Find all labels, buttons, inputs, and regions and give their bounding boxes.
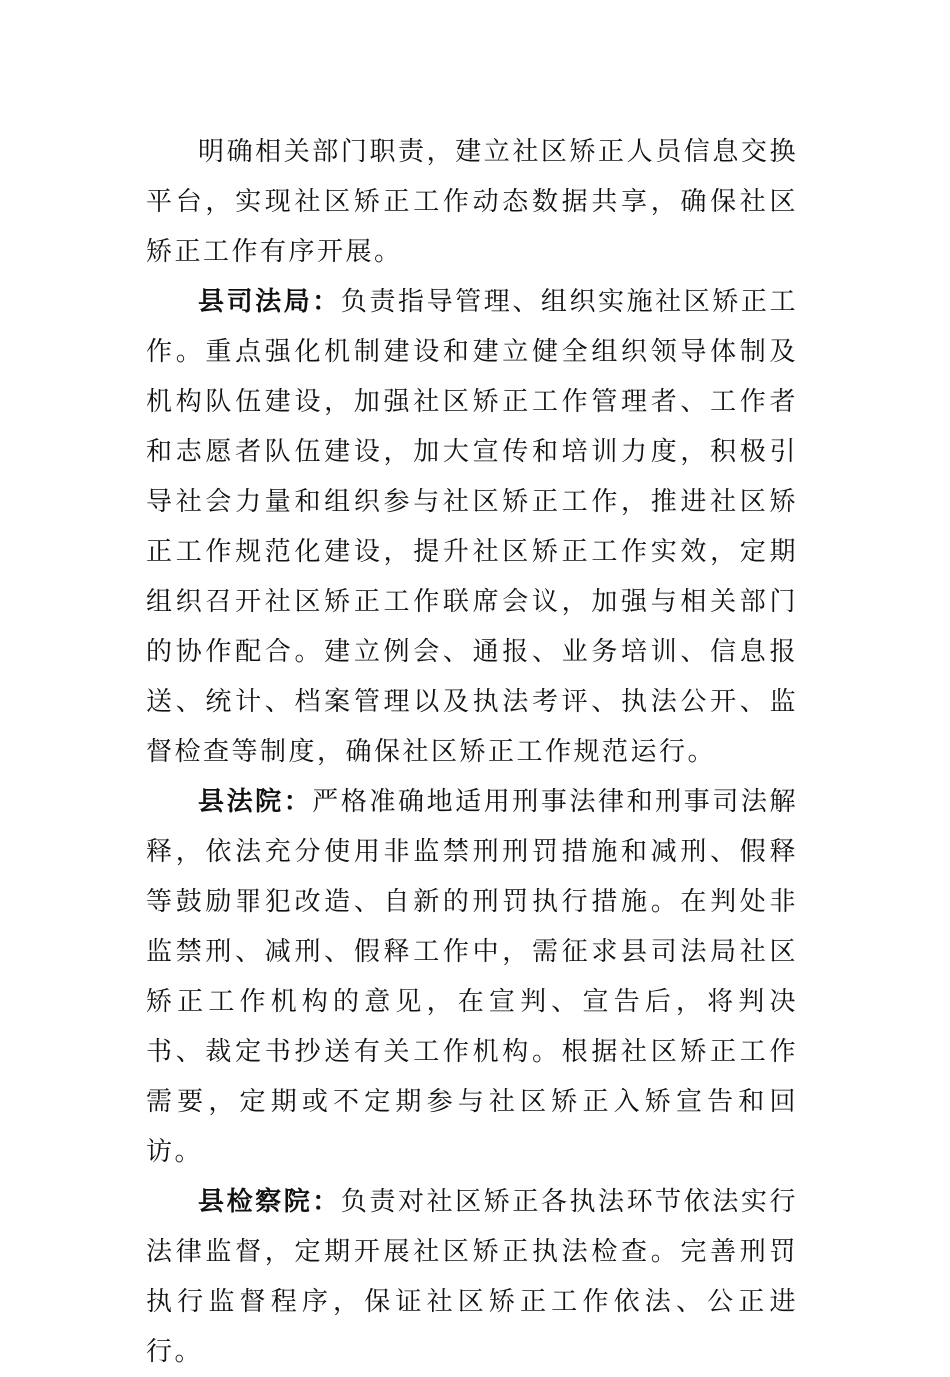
document-body	[146, 127, 798, 1377]
paragraph-continuation	[146, 127, 798, 277]
paragraph-lead-judicial-bureau: 县司法局：	[198, 287, 341, 317]
paragraph-text: 负责对社区矫正各执法环节依法实行法律监督，定期开展社区矫正执法检查。完善刑罚执行监督程序，保证社区矫正工作依法、公正进行。	[146, 1187, 798, 1367]
paragraph-text: 负责指导管理、组织实施社区矫正工作。重点强化机制建设和建立健全组织领导体制及机构队伍建设，加强社区矫正工作管理者、工作者和志愿者队伍建设，加大宣传和培训力度，积极引导社会力量和组织参与社区矫正工作，推进社区矫正工作规范化建设，提升社区矫正工作实效，定期组织召开社区矫正工作联席会议，加强与相关部门的协作配合。建立例会、通报、业务培训、信息报送、统计、档案管理以及执法考评、执法公开、监督检查等制度，确保社区矫正工作规范运行。	[146, 287, 798, 767]
paragraph-lead-procuratorate: 县检察院：	[198, 1187, 341, 1217]
paragraph-court	[146, 777, 798, 1177]
paragraph-text: 严格准确地适用刑事法律和刑事司法解释，依法充分使用非监禁刑刑罚措施和减刑、假释等鼓励罪犯改造、自新的刑罚执行措施。在判处非监禁刑、减刑、假释工作中，需征求县司法局社区矫正工作机构的意见，在宣判、宣告后，将判决书、裁定书抄送有关工作机构。根据社区矫正工作需要，定期或不定期参与社区矫正入矫宣告和回访。	[146, 787, 798, 1167]
paragraph-lead-court: 县法院：	[198, 787, 313, 817]
paragraph-judicial-bureau	[146, 277, 798, 777]
paragraph-procuratorate	[146, 1177, 798, 1377]
paragraph-text: 明确相关部门职责，建立社区矫正人员信息交换平台，实现社区矫正工作动态数据共享，确保社区矫正工作有序开展。	[146, 137, 798, 267]
